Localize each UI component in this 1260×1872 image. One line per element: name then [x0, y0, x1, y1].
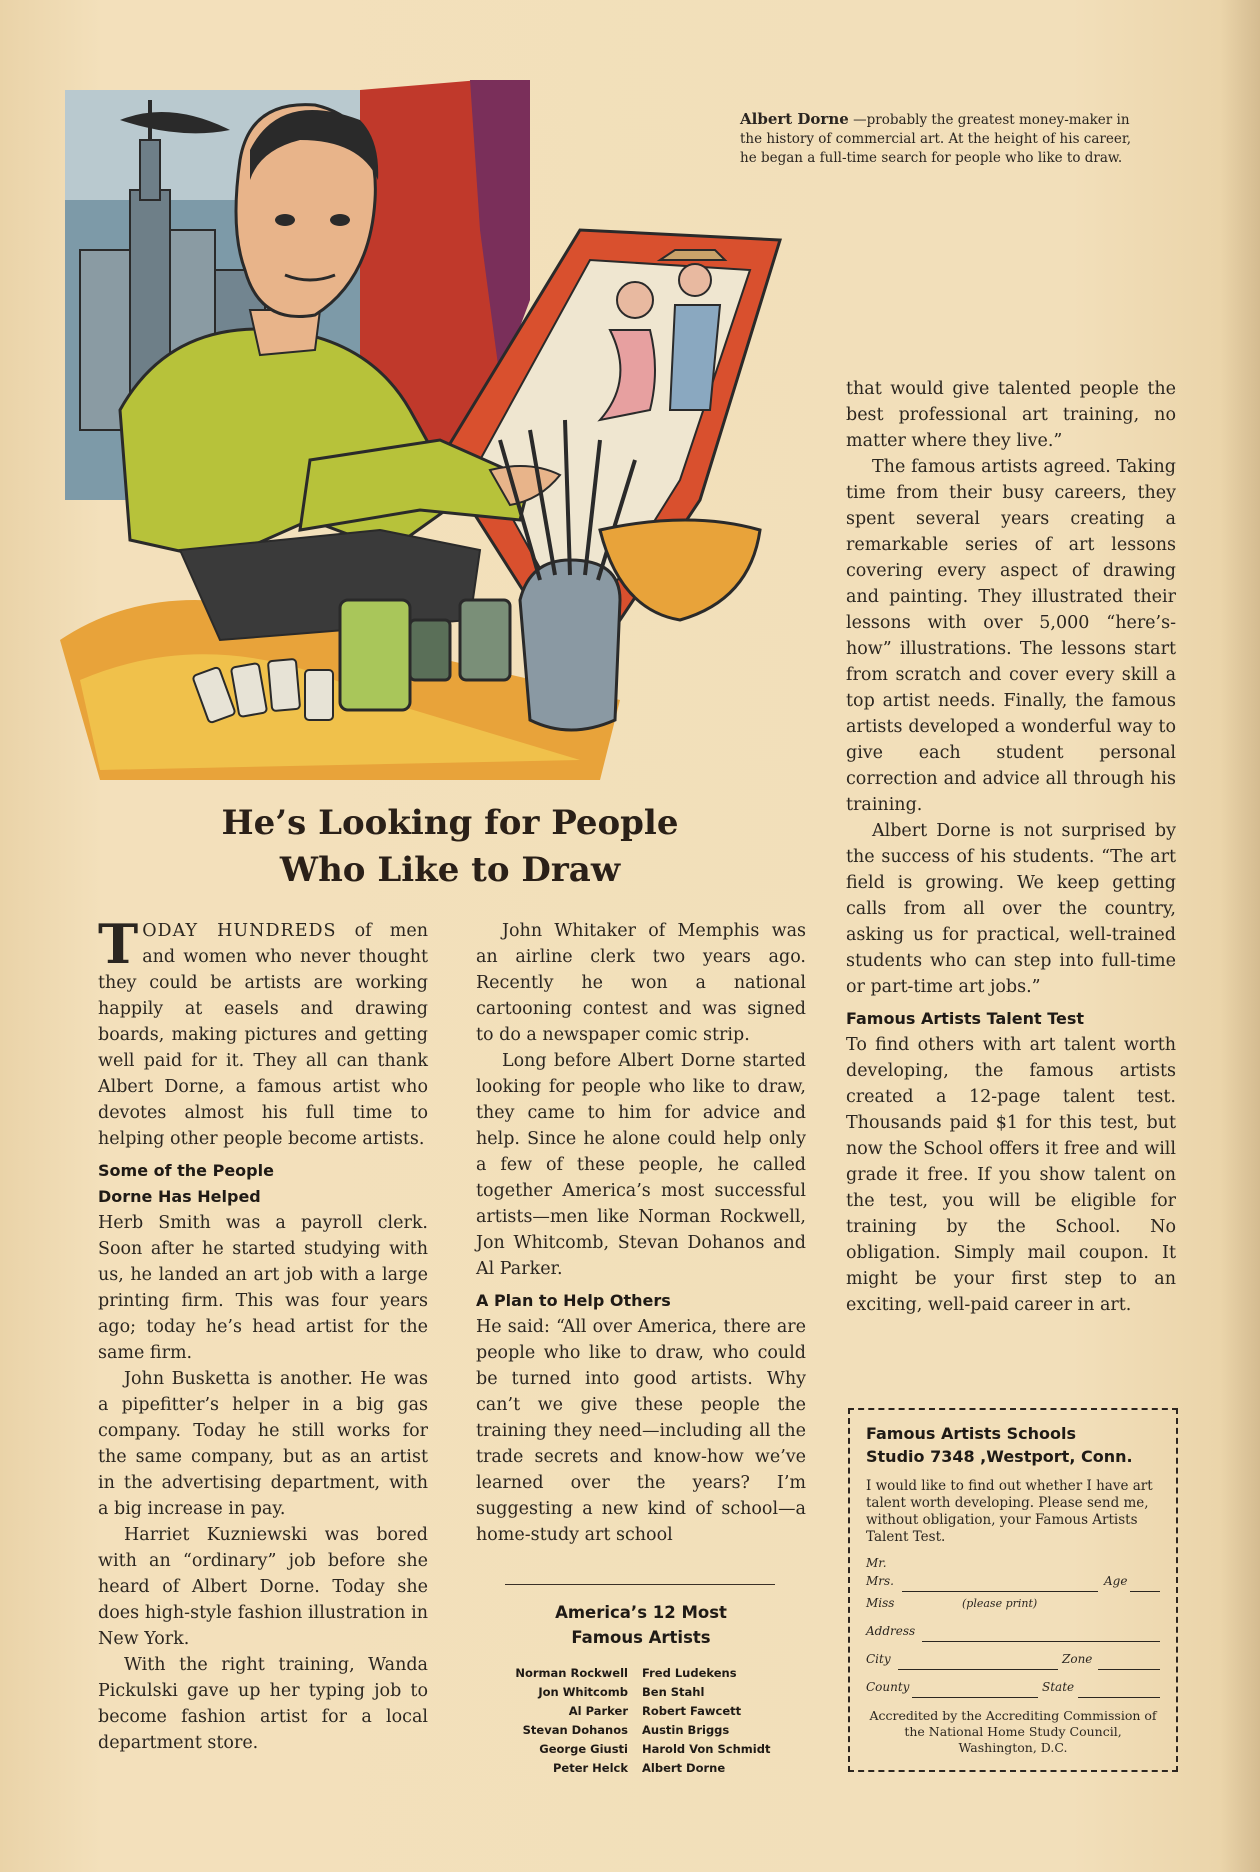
please-print-hint: (please print) [962, 1597, 1038, 1610]
subheading-people-helped [98, 1158, 428, 1210]
headline [120, 800, 780, 894]
coupon-studio-address: Studio 7348 ,Westport, Conn. [866, 1447, 1133, 1466]
column-2 [476, 918, 806, 1548]
column2-paragraph-3: He said: “All over America, there are people who like to draw, who could be turned into good artists. Why can’t we give these people the training they need—including all the trade secrets and know-how we’ve learned over the years? I’m suggesting a new kind of school—a home-study art school [476, 1317, 806, 1545]
zone-label: Zone [1062, 1652, 1093, 1666]
page-edge-shadow [1220, 0, 1260, 1872]
column1-paragraph-4: Harriet Kuzniewski was bored with an “ordinary” job before she heard of Albert Dorne. Today she does high-style fashion illustration in New York. [98, 1525, 428, 1649]
mr-label: Mr. [866, 1556, 887, 1570]
artists-title-line-1: America’s 12 Most [555, 1603, 727, 1622]
headline-line-2: Who Like to Draw [279, 850, 621, 890]
state-label: State [1042, 1680, 1075, 1694]
county-label: County [866, 1680, 910, 1694]
headline-line-1: He’s Looking for People [221, 803, 679, 843]
caption-name: Albert Dorne [740, 110, 849, 128]
city-field[interactable] [898, 1669, 1058, 1670]
artist-name: Albert Dorne [642, 1761, 726, 1775]
state-field[interactable] [1078, 1697, 1160, 1698]
county-field[interactable] [912, 1697, 1038, 1698]
artist-name: George Giusti [539, 1742, 628, 1756]
caption-text: —probably the greatest money-maker in the history of commercial art. At the height of his career, he began a full-time search for people who like to draw. [740, 112, 1132, 166]
coupon-school-name: Famous Artists Schools [866, 1424, 1076, 1443]
artist-name: Jon Whitcomb [538, 1685, 628, 1699]
artists-list [470, 1664, 820, 1778]
artists-box-title [476, 1600, 806, 1650]
zone-field[interactable] [1098, 1669, 1160, 1670]
accreditation-note: Accredited by the Accrediting Commission of the National Home Study Council, Washington, D.C. [869, 1708, 1157, 1755]
column1-paragraph-2: Herb Smith was a payroll clerk. Soon after he started studying with us, he landed an art job with a large printing firm. This was four years ago; today he’s head artist for the same firm. [98, 1213, 428, 1363]
column2-paragraph-1: John Whitaker of Memphis was an airline clerk two years ago. Recently he won a national cartooning contest and was signed to do a newspaper comic strip. [476, 921, 806, 1045]
artist-name: Harold Von Schmidt [642, 1742, 771, 1756]
address-field[interactable] [922, 1641, 1160, 1642]
drop-cap: T [98, 912, 139, 976]
miss-label: Miss [866, 1596, 895, 1610]
column2-paragraph-2: Long before Albert Dorne started looking for people who like to draw, they came to him for advice and help. Since he alone could help only a few of these people, he called together America’s most successful artists—men like Norman Rockwell, Jon Whitcomb, Stevan Dohanos and Al Parker. [476, 1051, 806, 1279]
age-label: Age [1104, 1574, 1128, 1588]
artist-name: Al Parker [568, 1704, 628, 1718]
subheading-talent-test: Famous Artists Talent Test [846, 1009, 1085, 1028]
artist-name: Peter Helck [552, 1761, 628, 1775]
artist-name: Fred Ludekens [642, 1666, 737, 1680]
coupon-body-text: I would like to find out whether I have art talent worth developing. Please send me, without obligation, your Famous Artists Talent Test. [866, 1478, 1153, 1545]
column3-paragraph-2: The famous artists agreed. Taking time from their busy careers, they spent several years creating a remarkable series of art lessons covering every aspect of drawing and painting. They illustrated their lessons with over 5,000 “here’s-how” illustrations. The lessons start from scratch and cover every skill a top artist needs. Finally, the famous artists developed a wonderful way to give each student personal correction and advice all through his training. [846, 457, 1176, 815]
artist-name: Norman Rockwell [515, 1666, 628, 1680]
age-field[interactable] [1130, 1591, 1160, 1592]
mrs-label: Mrs. [866, 1574, 894, 1588]
subheading-line-2: Dorne Has Helped [98, 1187, 261, 1206]
address-label: Address [866, 1624, 916, 1638]
albert-dorne-illustration [60, 80, 800, 800]
column-1 [98, 912, 428, 1756]
artist-name: Ben Stahl [642, 1685, 705, 1699]
name-field[interactable] [902, 1591, 1098, 1592]
artist-name: Stevan Dohanos [522, 1723, 628, 1737]
column-3 [846, 376, 1176, 1318]
column3-paragraph-4: To find others with art talent worth developing, the famous artists created a 12-page talent test. Thousands paid $1 for this test, but now the School offers it free and will grade it free. If you show talent on the test, you will be eligible for training by the School. No obligation. Simply mail coupon. It might be your first step to an exciting, well-paid career in art. [846, 1035, 1176, 1315]
mail-coupon[interactable] [848, 1408, 1178, 1772]
artist-name: Robert Fawcett [642, 1704, 742, 1718]
artists-title-line-2: Famous Artists [571, 1628, 711, 1647]
column1-paragraph-3: John Busketta is another. He was a pipefitter’s helper in a big gas company. Today he still works for the same company, but as an artist in the advertising department, with a big increase in pay. [98, 1369, 428, 1519]
subheading-plan: A Plan to Help Others [476, 1291, 671, 1310]
illustration-caption [740, 110, 1140, 168]
subheading-line-1: Some of the People [98, 1161, 274, 1180]
coupon-form-fields [866, 1556, 1160, 1704]
column3-paragraph-1: that would give talented people the best professional art training, no matter where they live.” [846, 379, 1176, 451]
lead-smallcaps: ODAY HUNDREDS [142, 921, 337, 941]
artist-name: Austin Briggs [642, 1723, 730, 1737]
divider-rule [505, 1584, 775, 1585]
city-label: City [866, 1652, 891, 1666]
column1-paragraph-5: With the right training, Wanda Pickulski gave up her typing job to become fashion artist for a local department store. [98, 1655, 428, 1753]
column1-paragraph-1: of men and women who never thought they could be artists are working happily at easels and drawing boards, making pictures and getting well paid for it. They all can thank Albert Dorne, a famous artist who devotes almost his full time to helping other people become artists. [98, 921, 428, 1149]
column3-paragraph-3: Albert Dorne is not surprised by the success of his students. “The art field is growing. We keep getting calls from all over the country, asking us for practical, well-trained students who can step into full-time or part-time art jobs.” [846, 821, 1176, 997]
